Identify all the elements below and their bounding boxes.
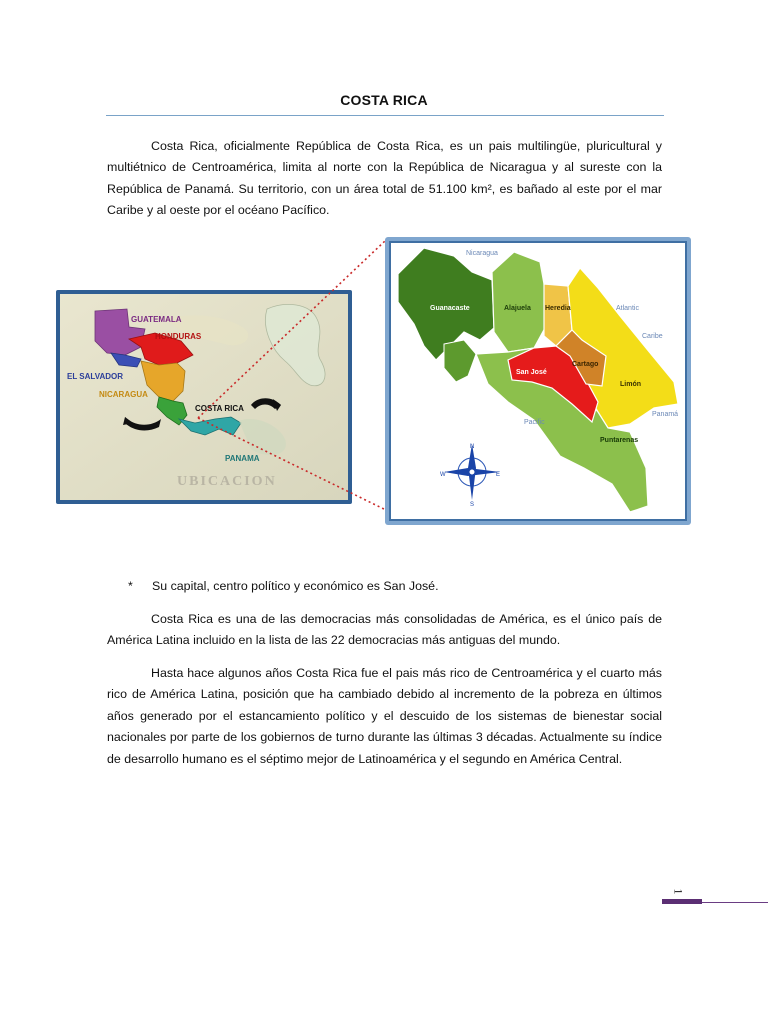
page-number: 1 [671,888,686,895]
compass-w-label: W [440,472,446,478]
bullet-symbol: * [128,579,133,593]
compass-s-label: S [470,502,475,508]
honduras-label: HONDURAS [155,332,202,341]
panama-label: Panamá [652,411,679,418]
footer-accent-bar [662,899,702,904]
caribe-label: Caribe [642,333,663,340]
document-title: COSTA RICA [340,92,428,108]
capital-bullet [128,576,439,597]
ubicacion-watermark: UBICACION [177,474,277,489]
nicaragua-label: NICARAGUA [99,390,148,399]
guanacaste-label: Guanacaste [430,305,470,312]
costa-rica-provinces-map [384,236,692,526]
pacific-label: Pacific [524,419,545,426]
san-jose-label: San José [516,369,547,376]
bullet-text: Su capital, centro político y económico es San José. [152,579,439,593]
costa-rica-label: COSTA RICA [195,404,244,413]
economy-paragraph: Hasta hace algunos años Costa Rica fue el pais más rico de Centroamérica y el cuarto más rico de América Latina, posición que ha cambiado debido al incremento de la pobreza en últimos años generado por el estancamiento político y el descuido de los sistemas de bienestar social nacionales por parte de los gobiernos de turno durante las últimas 3 décadas. Actualmente su índice de desarrollo humano es el séptimo mejor de Latinoamérica y el segundo en América Central. [107,666,662,766]
guatemala-label: GUATEMALA [131,315,182,324]
compass-n-label: N [470,444,475,450]
compass-e-label: E [496,472,501,478]
intro-paragraph: Costa Rica, oficialmente República de Costa Rica, es un pais multilingüe, pluricultural y multiétnico de Centroamérica, limita al norte con la República de Nicaragua y al sureste con la República de Panamá. Su territorio, con un área total de 51.100 km², es bañado al este por el mar Caribe y al oeste por el océano Pacífico. [107,139,662,218]
democracy-paragraph: Costa Rica es una de las democracias más consolidadas de América, es el único país de América Latina incluido en la lista de las 22 democracias más antiguas del mundo. [107,612,662,648]
limon-label: Limón [620,381,641,388]
panama-label: PANAMA [225,454,260,463]
cartago-label: Cartago [572,361,599,368]
el-salvador-label: EL SALVADOR [67,372,124,381]
alajuela-label: Alajuela [504,305,531,312]
atlantic-label: Atlantic [616,305,639,312]
puntarenas-label: Puntarenas [600,437,639,444]
alajuela-province [492,252,546,352]
heredia-label: Heredia [545,305,571,312]
nicaragua-label: Nicaragua [466,250,498,257]
footer-rule [702,902,768,903]
